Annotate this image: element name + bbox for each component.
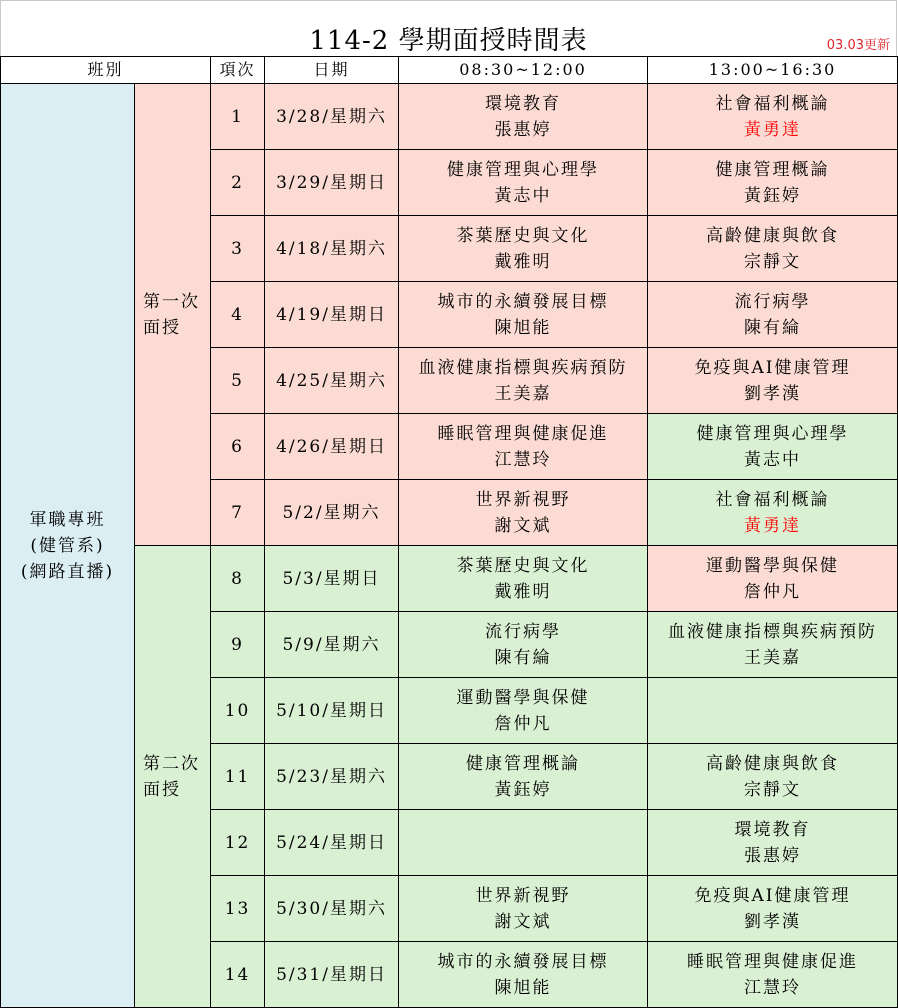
item-number: 13	[211, 876, 265, 942]
item-number: 2	[211, 150, 265, 216]
teacher-name: 陳旭能	[494, 977, 552, 998]
teacher-name: 陳旭能	[494, 317, 552, 338]
item-number: 10	[211, 678, 265, 744]
date-cell: 5/2/星期六	[265, 480, 399, 546]
teacher-name: 戴雅明	[494, 581, 552, 602]
morning-class-cell	[399, 678, 648, 744]
morning-class-cell	[399, 744, 648, 810]
date-cell: 3/29/星期日	[265, 150, 399, 216]
schedule-table	[0, 56, 898, 1008]
morning-class-cell	[399, 150, 648, 216]
afternoon-class-cell	[648, 84, 898, 150]
col-header-class: 班別	[1, 57, 211, 84]
afternoon-class-cell	[648, 612, 898, 678]
col-header-morning: 08:30~12:00	[399, 57, 648, 84]
teacher-name: 王美嘉	[494, 383, 552, 404]
teacher-name: 謝文斌	[494, 911, 552, 932]
teacher-name: 詹仲凡	[744, 581, 802, 602]
teacher-name: 黃鈺婷	[744, 185, 802, 206]
date-cell: 4/26/星期日	[265, 414, 399, 480]
course-name: 運動醫學與保健	[456, 687, 590, 708]
morning-class-cell	[399, 876, 648, 942]
teacher-name: 江慧玲	[744, 977, 802, 998]
item-number: 4	[211, 282, 265, 348]
date-cell: 3/28/星期六	[265, 84, 399, 150]
date-cell: 5/24/星期日	[265, 810, 399, 876]
date-cell: 5/30/星期六	[265, 876, 399, 942]
teacher-name: 張惠婷	[494, 119, 552, 140]
session-cell-1	[135, 84, 211, 546]
item-number: 1	[211, 84, 265, 150]
teacher-name: 黃鈺婷	[494, 779, 552, 800]
course-name: 城市的永續發展目標	[437, 291, 609, 312]
class-group-line1: 軍職專班	[29, 509, 106, 530]
afternoon-class-cell	[648, 348, 898, 414]
item-number: 3	[211, 216, 265, 282]
course-name: 睡眠管理與健康促進	[687, 951, 859, 972]
page-title: 114-2 學期面授時間表	[309, 26, 588, 56]
morning-class-cell	[399, 84, 648, 150]
afternoon-class-cell	[648, 876, 898, 942]
course-name: 城市的永續發展目標	[437, 951, 609, 972]
afternoon-class-cell	[648, 678, 898, 744]
course-name: 免疫與AI健康管理	[694, 357, 851, 378]
morning-class-cell	[399, 942, 648, 1008]
teacher-name: 張惠婷	[744, 845, 802, 866]
date-cell: 5/9/星期六	[265, 612, 399, 678]
afternoon-class-cell	[648, 150, 898, 216]
afternoon-class-cell	[648, 942, 898, 1008]
teacher-name: 詹仲凡	[494, 713, 552, 734]
class-group-cell	[1, 84, 135, 1008]
teacher-name: 陳有綸	[744, 317, 802, 338]
course-name: 血液健康指標與疾病預防	[668, 621, 878, 642]
afternoon-class-cell	[648, 810, 898, 876]
header-row	[1, 57, 898, 84]
course-name: 茶葉歷史與文化	[456, 225, 590, 246]
course-name: 世界新視野	[475, 885, 571, 906]
morning-class-cell	[399, 612, 648, 678]
session-label-line2: 面授	[143, 779, 181, 800]
teacher-name: 劉孝漢	[744, 911, 802, 932]
course-name: 流行病學	[485, 621, 562, 642]
teacher-name: 戴雅明	[494, 251, 552, 272]
col-header-item: 項次	[211, 57, 265, 84]
course-name: 健康管理概論	[466, 753, 581, 774]
morning-class-cell	[399, 348, 648, 414]
morning-class-cell	[399, 282, 648, 348]
item-number: 9	[211, 612, 265, 678]
teacher-name: 黃志中	[744, 449, 802, 470]
course-name: 健康管理與心理學	[696, 423, 849, 444]
teacher-name: 黃勇達	[744, 119, 802, 140]
date-cell: 4/18/星期六	[265, 216, 399, 282]
class-group-line2: (健管系)	[30, 535, 105, 556]
course-name: 環境教育	[734, 819, 811, 840]
morning-class-cell	[399, 546, 648, 612]
title-bar	[0, 0, 897, 56]
course-name: 高齡健康與飲食	[706, 753, 840, 774]
morning-class-cell	[399, 216, 648, 282]
course-name: 睡眠管理與健康促進	[437, 423, 609, 444]
afternoon-class-cell	[648, 216, 898, 282]
date-cell: 4/25/星期六	[265, 348, 399, 414]
item-number: 12	[211, 810, 265, 876]
date-cell: 5/31/星期日	[265, 942, 399, 1008]
update-note: 03.03更新	[826, 38, 890, 53]
item-number: 8	[211, 546, 265, 612]
col-header-afternoon: 13:00~16:30	[648, 57, 898, 84]
course-name: 運動醫學與保健	[706, 555, 840, 576]
afternoon-class-cell	[648, 744, 898, 810]
session-cell-2	[135, 546, 211, 1008]
course-name: 世界新視野	[475, 489, 571, 510]
schedule-body	[1, 57, 898, 1008]
date-cell: 5/3/星期日	[265, 546, 399, 612]
item-number: 7	[211, 480, 265, 546]
teacher-name: 陳有綸	[494, 647, 552, 668]
item-number: 5	[211, 348, 265, 414]
teacher-name: 江慧玲	[494, 449, 552, 470]
afternoon-class-cell	[648, 282, 898, 348]
teacher-name: 宗靜文	[744, 779, 802, 800]
course-name: 健康管理與心理學	[447, 159, 600, 180]
course-name: 社會福利概論	[715, 489, 830, 510]
item-number: 6	[211, 414, 265, 480]
course-name: 免疫與AI健康管理	[694, 885, 851, 906]
class-group-line3: (網路直播)	[20, 561, 115, 582]
afternoon-class-cell	[648, 546, 898, 612]
item-number: 11	[211, 744, 265, 810]
session-label-line1: 第一次	[143, 291, 200, 312]
item-number: 14	[211, 942, 265, 1008]
course-name: 流行病學	[734, 291, 811, 312]
course-name: 血液健康指標與疾病預防	[418, 357, 628, 378]
teacher-name: 王美嘉	[744, 647, 802, 668]
course-name: 社會福利概論	[715, 93, 830, 114]
session-label-line1: 第二次	[143, 753, 200, 774]
date-cell: 4/19/星期日	[265, 282, 399, 348]
table-row	[1, 546, 898, 612]
date-cell: 5/23/星期六	[265, 744, 399, 810]
teacher-name: 宗靜文	[744, 251, 802, 272]
teacher-name: 謝文斌	[494, 515, 552, 536]
col-header-date: 日期	[265, 57, 399, 84]
course-name: 高齡健康與飲食	[706, 225, 840, 246]
course-name: 健康管理概論	[715, 159, 830, 180]
morning-class-cell	[399, 480, 648, 546]
course-name: 茶葉歷史與文化	[456, 555, 590, 576]
afternoon-class-cell	[648, 480, 898, 546]
course-name: 環境教育	[485, 93, 562, 114]
session-label-line2: 面授	[143, 317, 181, 338]
morning-class-cell	[399, 414, 648, 480]
teacher-name: 黃勇達	[744, 515, 802, 536]
teacher-name: 劉孝漢	[744, 383, 802, 404]
morning-class-cell	[399, 810, 648, 876]
afternoon-class-cell	[648, 414, 898, 480]
teacher-name: 黃志中	[494, 185, 552, 206]
date-cell: 5/10/星期日	[265, 678, 399, 744]
table-row	[1, 84, 898, 150]
